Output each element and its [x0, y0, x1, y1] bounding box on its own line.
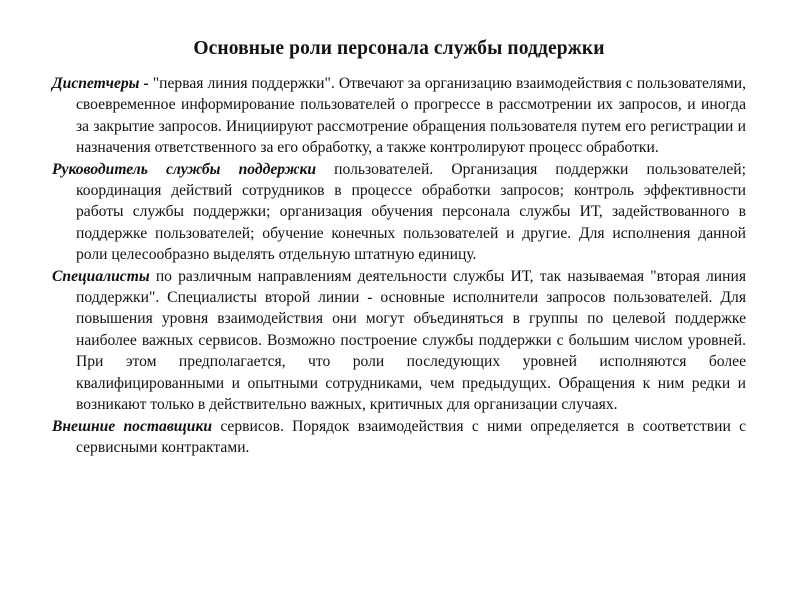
role-term: Внешние поставщики	[52, 417, 213, 435]
roles-list	[52, 73, 746, 458]
role-paragraph-dispatchers	[52, 73, 746, 159]
role-description: сервисов. Порядок взаимодействия с ними определяется в соответствии с сервисными контрактами.	[76, 417, 746, 456]
role-description: по различным направлениям деятельности службы ИТ, так называемая "вторая линия поддержки". Специалисты второй линии - основные исполнители запросов пользователей. Для повышения уровня взаимодействия они могут объединяться в группы по целевой поддержке наиболее важных сервисов. Возможно построение службы поддержки с большим числом уровней. При этом предполагается, что роли последующих уровней исполняются более квалифицированными и опытными сотрудниками, чем предыдущих. Обращения к ним редки и возникают только в действительно важных, критичных для организации случаях.	[76, 267, 746, 414]
role-paragraph-manager	[52, 159, 746, 266]
page-title: Основные роли персонала службы поддержки	[193, 38, 605, 59]
role-description: пользователей. Организация поддержки пользователей; координация действий сотрудников в процессе обработки запросов; контроль эффективности работы службы поддержки; организация обучения персонала службы ИТ, задействованного в поддержке пользователей; обучение конечных пользователей и другие. Для исполнения данной роли целесообразно выделять отдельную штатную единицу.	[76, 160, 746, 264]
role-term: Руководитель службы поддержки	[52, 160, 317, 178]
role-term: Диспетчеры -	[52, 75, 149, 92]
role-description: "первая линия поддержки". Отвечают за организацию взаимодействия с пользователями, своевременное информирование пользователей о прогрессе в рассмотрении их запросов, и иногда за закрытие запросов. Инициируют рассмотрение обращения пользователя путем его регистрации и назначения ответственного за его обработку, а также контролируют процесс обработки.	[76, 75, 746, 157]
role-term: Специалисты	[52, 267, 150, 285]
role-paragraph-suppliers	[52, 416, 746, 459]
role-paragraph-specialists	[52, 266, 746, 416]
